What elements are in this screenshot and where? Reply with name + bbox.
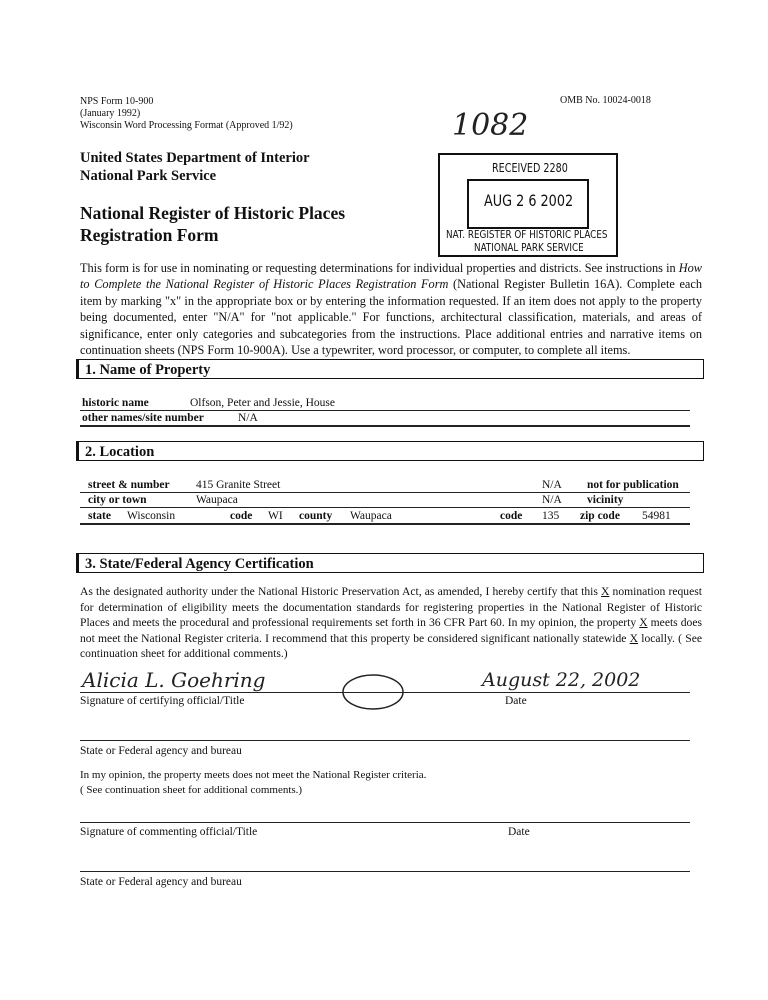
county-label: county (299, 510, 333, 522)
date-label: Date (505, 694, 527, 707)
zip-label: zip code (580, 510, 620, 522)
city-value[interactable]: Waupaca (196, 494, 238, 506)
form-title-line2: Registration Form (80, 225, 219, 245)
state-code-value[interactable]: WI (268, 510, 283, 522)
handwritten-number: 1082 (452, 108, 529, 143)
street-na[interactable]: N/A (542, 479, 562, 491)
historic-name-label: historic name (82, 397, 149, 409)
certifying-signature-row (80, 666, 690, 693)
street-value[interactable]: 415 Granite Street (196, 479, 281, 491)
stamp-line2: NATIONAL PARK SERVICE (474, 241, 584, 254)
not-for-publication-label: not for publication (587, 479, 679, 491)
certification-paragraph: As the designated authority under the National Historic Preservation Act, as amended, I hereby certify that this X nomination request for determination of eligibility meets the documentation standards for registering properties in the National Register of Historic Places and meets the procedural and professional requirements set forth in 36 CFR Part 60. In my opinion, the property X meets does not meet the National Register criteria. I recommend that this property be considered significant nationally statewide X locally. ( See continuation sheet for additional comments.) (80, 585, 702, 660)
received-stamp (438, 153, 618, 257)
city-na[interactable]: N/A (542, 494, 562, 506)
street-label: street & number (88, 479, 170, 491)
state-label: state (88, 510, 111, 522)
section-2-header: 2. Location (76, 441, 704, 461)
opinion-line2: ( See continuation sheet for additional comments.) (80, 783, 303, 796)
county-code-value[interactable]: 135 (542, 510, 560, 522)
other-names-label: other names/site number (82, 412, 204, 424)
zip-value[interactable]: 54981 (642, 510, 671, 522)
section-1-header: 1. Name of Property (76, 359, 704, 379)
vicinity-label: vicinity (587, 494, 624, 506)
city-label: city or town (88, 494, 147, 506)
form-number: NPS Form 10-900 (80, 96, 154, 107)
signature-label: Signature of certifying official/Title (80, 694, 245, 707)
county-value[interactable]: Waupaca (350, 510, 392, 522)
historic-name-value[interactable]: Olfson, Peter and Jessie, House (190, 397, 336, 409)
intro-paragraph: This form is for use in nominating or requesting determinations for individual properties and districts. See instructions in How to Complete the National Register of Historic Places Registration Form (National Register Bulletin 16A). Complete each item by marking "x" in the appropriate box or by entering the information requested. If an item does not apply to the property being documented, enter "N/A" for "not applicable." For functions, architectural classification, materials, and areas of significance, enter only categories and subcategories from the instructions. Place additional entries and narrative items on continuation sheets (NPS Form 10-900A). Use a typewriter, word processor, or computer, to complete all items. (80, 261, 702, 358)
agency-label-2: State or Federal agency and bureau (80, 875, 242, 888)
stamp-date: AUG 2 6 2002 (484, 191, 574, 210)
signed-date: August 22, 2002 (482, 668, 641, 691)
format-note: Wisconsin Word Processing Format (Approved 1/92) (80, 120, 293, 131)
state-value[interactable]: Wisconsin (127, 510, 176, 522)
agency-label: State or Federal agency and bureau (80, 744, 242, 757)
commenting-date-label: Date (508, 825, 530, 838)
form-date: (January 1992) (80, 108, 141, 119)
department: United States Department of Interior (80, 150, 310, 166)
stamp-line1: NAT. REGISTER OF HISTORIC PLACES (446, 228, 608, 241)
county-code-label: code (500, 510, 523, 522)
commenting-signature-label: Signature of commenting official/Title (80, 825, 258, 838)
other-names-value[interactable]: N/A (238, 412, 258, 424)
certification-block (80, 584, 702, 890)
form-title-line1: National Register of Historic Places (80, 203, 346, 223)
state-code-label: code (230, 510, 253, 522)
certifying-signature: Alicia L. Goehring (82, 667, 266, 692)
section-3-header: 3. State/Federal Agency Certification (76, 553, 704, 573)
opinion-line1: In my opinion, the property meets does not meet the National Register criteria. (80, 768, 427, 781)
stamp-received: RECEIVED 2280 (492, 161, 568, 175)
omb-number: OMB No. 10024-0018 (560, 95, 651, 106)
service: National Park Service (80, 168, 217, 184)
